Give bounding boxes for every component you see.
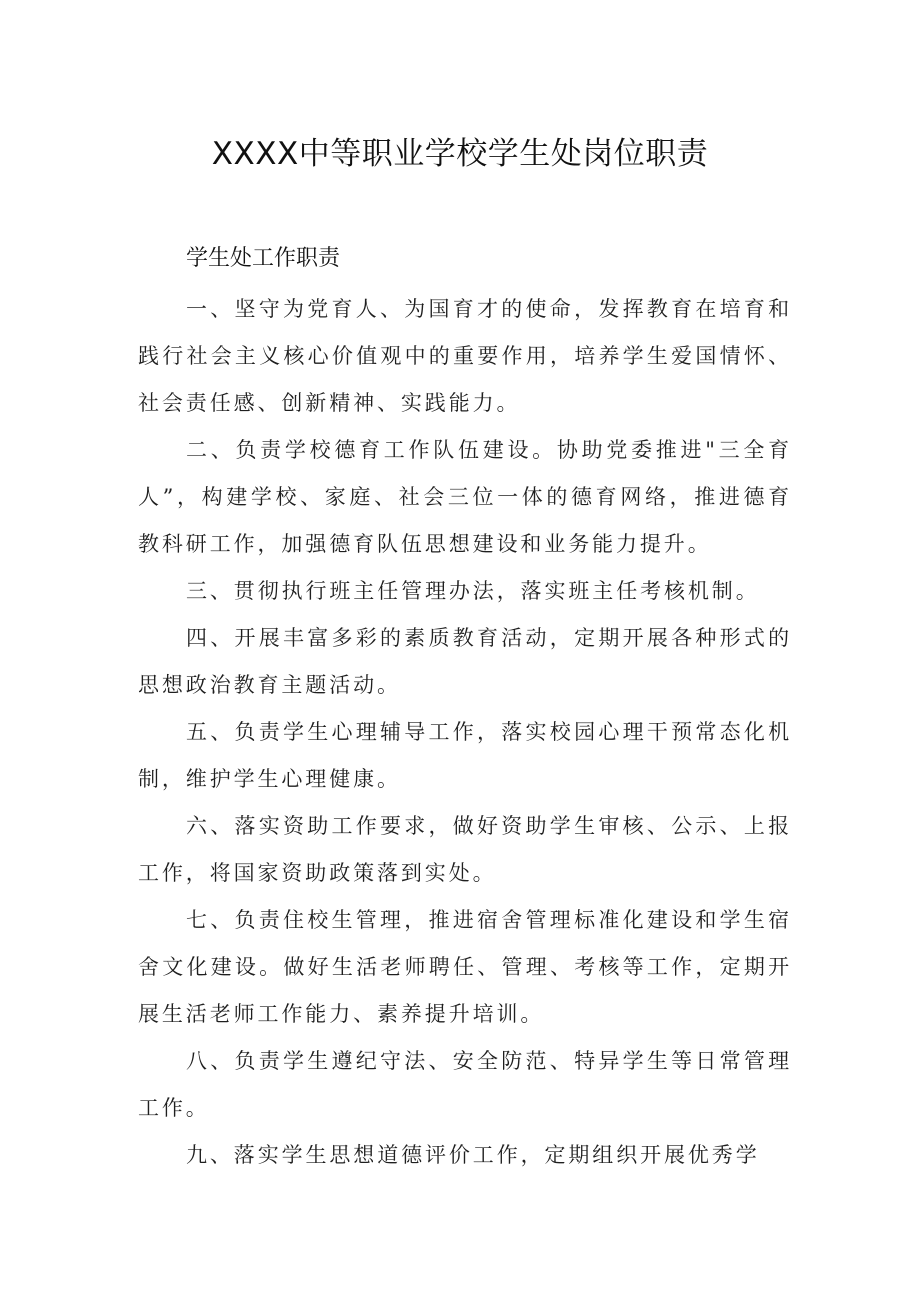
document-body: [138, 286, 792, 1179]
paragraph-3: 三、贯彻执行班主任管理办法，落实班主任考核机制。: [186, 579, 760, 603]
paragraph-8: 八、负责学生遵纪守法、安全防范、特异学生等日常管理工作。: [138, 1049, 792, 1120]
paragraph-2: 二、负责学校德育工作队伍建设。协助党委推进"三全育人”，构建学校、家庭、社会三位一体的德育网络，推进德育教科研工作，加强德育队伍思想建设和业务能力提升。: [138, 438, 792, 556]
paragraph-7: 七、负责住校生管理，推进宿舍管理标准化建设和学生宿舍文化建设。做好生活老师聘任、管理、考核等工作，定期开展生活老师工作能力、素养提升培训。: [138, 908, 792, 1026]
paragraph-6: 六、落实资助工作要求，做好资助学生审核、公示、上报工作，将国家资助政策落到实处。: [138, 814, 792, 885]
document-title: XXXX中等职业学校学生处岗位职责: [211, 136, 709, 172]
paragraph-5: 五、负责学生心理辅导工作，落实校园心理干预常态化机制，维护学生心理健康。: [138, 720, 792, 791]
paragraph-9: 九、落实学生思想道德评价工作，定期组织开展优秀学: [186, 1143, 760, 1167]
paragraph-1: 一、坚守为党育人、为国育才的使命，发挥教育在培育和践行社会主义核心价值观中的重要作用，培养学生爱国情怀、社会责任感、创新精神、实践能力。: [138, 297, 792, 415]
section-heading: 学生处工作职责: [186, 246, 341, 271]
paragraph-4: 四、开展丰富多彩的素质教育活动，定期开展各种形式的思想政治教育主题活动。: [138, 626, 792, 697]
